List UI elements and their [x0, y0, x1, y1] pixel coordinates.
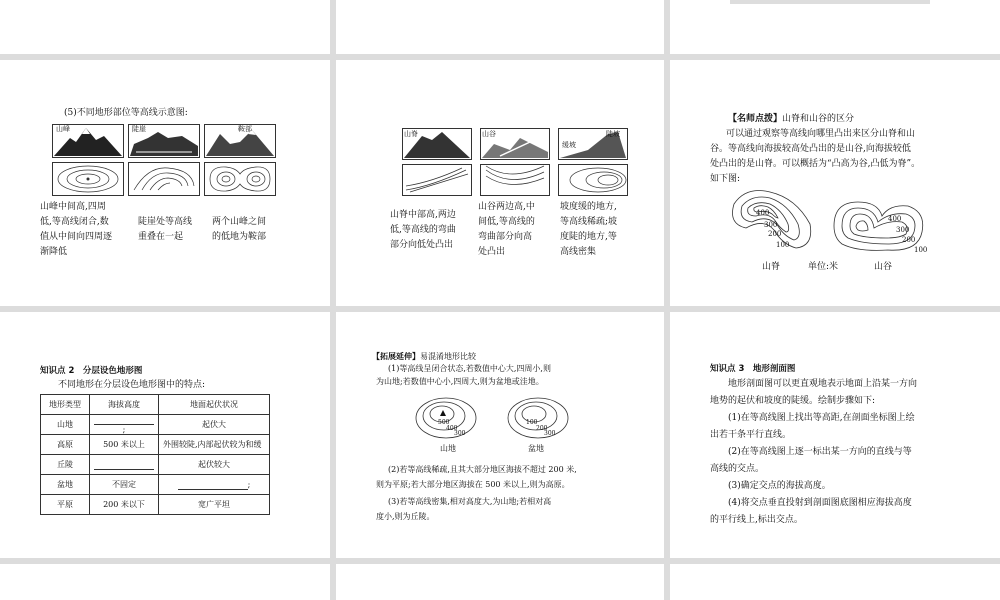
- caption-line: 陡崖处等高线: [138, 217, 193, 227]
- paragraph-line: 地形剖面图可以更直观地表示地面上沿某一方向: [728, 379, 918, 389]
- cell-relief: 起伏大: [159, 415, 270, 435]
- slide-bottom-left: [0, 564, 330, 600]
- caption-cliff: [138, 215, 208, 245]
- knowledge-point-title: 知识点 2 分层设色地形图: [40, 366, 143, 376]
- slide-teacher-tip: [670, 60, 1000, 306]
- table-header: 海拔高度: [90, 395, 159, 415]
- slide-layered-map: [0, 312, 330, 558]
- table-header: 地形类型: [41, 395, 90, 415]
- cell-relief: 起伏较大: [159, 455, 270, 475]
- contour-value: 100: [776, 241, 790, 249]
- cell-relief-blank: [159, 475, 270, 495]
- paragraph-line: (4)将交点垂直投射到剖面图底图相应海拔高度: [728, 498, 912, 508]
- caption-line: 两个山峰之间: [212, 217, 267, 227]
- contour-value: 400: [888, 215, 902, 223]
- photo-label: 山谷: [482, 130, 496, 138]
- paragraph-line: (1)等高线呈闭合状态,若数值中心大,四周小,则: [388, 364, 551, 373]
- tip-tag: 【名师点拨】: [728, 114, 783, 124]
- slide-terrain-types: [0, 60, 330, 306]
- paragraph-line: 高线的交点。: [710, 464, 765, 474]
- cell-type: 平原: [41, 495, 90, 515]
- paragraph-line: 则为平原;若大部分地区海拔在 500 米以上,则为高原。: [376, 480, 570, 489]
- caption-line: 山谷两边高,中: [478, 202, 535, 212]
- table-row: [41, 415, 270, 435]
- caption-line: 弯曲部分向高: [478, 232, 533, 242]
- contour-value: 300: [764, 221, 778, 229]
- caption-line: 度陡的地方,等: [560, 232, 617, 242]
- blank-punct: ;: [247, 479, 251, 489]
- cell-altitude-blank: [90, 415, 159, 435]
- valley-contour-diagram: [828, 196, 928, 256]
- slope-contour-map: [558, 164, 628, 196]
- tip-body: [710, 127, 1000, 187]
- table-row: [41, 495, 270, 515]
- contour-value: 200: [536, 425, 548, 432]
- paragraph-line: 出若干条平行直线。: [710, 430, 792, 440]
- figure-label-ridge: 山脊: [762, 262, 781, 272]
- photo-label: 山峰: [56, 125, 70, 133]
- valley-contour-map: [480, 164, 550, 196]
- section-heading: (5)不同地形部位等高线示意图:: [64, 108, 188, 118]
- extension-tag: 【拓展延伸】: [372, 352, 420, 361]
- contour-value: 200: [902, 236, 916, 244]
- contour-value: 300: [896, 226, 910, 234]
- slide-bottom-right: [670, 564, 1000, 600]
- knowledge-point-title: 知识点 3 地形剖面图: [710, 364, 796, 374]
- slide-profile: [670, 312, 1000, 558]
- ridge-contour-map: [402, 164, 472, 196]
- tip-line: 处凸出的是山脊。可以概括为“凸高为谷,凸低为脊”。: [710, 159, 921, 169]
- cell-relief: 外围较陡,内部起伏较为和缓: [159, 435, 270, 455]
- paragraph-line: (2)若等高线稀疏,且其大部分地区海拔不超过 200 米,: [388, 465, 577, 474]
- contour-value: 400: [756, 209, 770, 217]
- cell-altitude: 200 米以下: [90, 495, 159, 515]
- figure-label-mountain: 山地: [440, 444, 456, 453]
- caption-line: 间低,等高线的: [478, 217, 535, 227]
- caption-saddle: [212, 215, 282, 245]
- tip-line: 如下图:: [710, 174, 741, 184]
- extension-p3: [376, 494, 656, 524]
- saddle-contour-map: [204, 162, 276, 196]
- caption-line: 低,等高线的弯曲: [390, 225, 456, 235]
- caption-valley: [478, 200, 554, 260]
- photo-label: 陡崖: [132, 125, 146, 133]
- figure-unit-label: 单位:米: [808, 262, 839, 272]
- paragraph-line: (2)在等高线图上逐一标出某一方向的直线与等: [728, 447, 912, 457]
- figure-label-valley: 山谷: [874, 262, 893, 272]
- caption-line: 值从中间向四周逐: [40, 232, 113, 242]
- tip-line: 谷。等高线向海拔较高处凸出的是山谷,向海拔较低: [710, 144, 911, 154]
- contour-value: 200: [768, 230, 782, 238]
- paragraph-line: 地势的起伏和坡度的陡缓。绘制步骤如下:: [710, 396, 876, 406]
- table-row: [41, 435, 270, 455]
- caption-line: 坡度缓的地方,: [560, 202, 617, 212]
- intro-text: 不同地形在分层设色地形图中的特点:: [58, 380, 206, 390]
- cell-type: 山地: [41, 415, 90, 435]
- cliff-contour-map: [128, 162, 200, 196]
- peak-contour-map: [52, 162, 124, 196]
- cell-relief: 宽广平坦: [159, 495, 270, 515]
- caption-slope: [560, 200, 640, 260]
- photo-label: 山脊: [404, 130, 418, 138]
- table-header: 地面起伏状况: [159, 395, 270, 415]
- cell-type: 盆地: [41, 475, 90, 495]
- fill-blank: [178, 480, 248, 490]
- tip-heading: [728, 112, 854, 126]
- figure-label-basin: 盆地: [528, 444, 544, 453]
- contour-value: 100: [526, 419, 538, 426]
- slide-top-middle: [336, 0, 664, 54]
- caption-line: 山峰中间高,四周: [40, 202, 106, 212]
- photo-label: 陡坡: [606, 130, 620, 138]
- paragraph-line: (1)在等高线图上找出等高距,在剖面坐标图上绘: [728, 413, 915, 423]
- table-row: [41, 475, 270, 495]
- extension-p1: [376, 362, 646, 388]
- table-row: [41, 455, 270, 475]
- cell-type: 高原: [41, 435, 90, 455]
- cell-altitude: 不固定: [90, 475, 159, 495]
- photo-label: 鞍部: [238, 125, 252, 133]
- caption-line: 等高线稀疏;坡: [560, 217, 618, 227]
- terrain-table: [40, 394, 270, 515]
- paragraph-line: 度小,则为丘陵。: [376, 512, 435, 521]
- contour-value: 300: [544, 430, 556, 437]
- caption-line: 高线密集: [560, 247, 597, 257]
- table-header-row: [41, 395, 270, 415]
- tip-line: 可以通过观察等高线向哪里凸出来区分山脊和山: [726, 129, 916, 139]
- slide-extension: [336, 312, 664, 558]
- blank-punct: ;: [122, 425, 126, 434]
- caption-line: 重叠在一起: [138, 232, 184, 242]
- caption-line: 低,等高线闭合,数: [40, 217, 109, 227]
- slide-top-right: [670, 0, 1000, 54]
- extension-p2: [376, 462, 656, 492]
- caption-line: 渐降低: [40, 247, 68, 257]
- contour-value: 100: [914, 246, 928, 254]
- paragraph-line: (3)确定交点的海拔高度。: [728, 481, 831, 491]
- caption-ridge: [390, 208, 474, 253]
- cropped-text-fragment: [730, 0, 930, 4]
- extension-title: 易混淆地形比较: [420, 352, 476, 361]
- tip-title: 山脊和山谷的区分: [782, 114, 855, 124]
- contour-value: 300: [454, 430, 466, 437]
- contour-value: 400: [446, 425, 458, 432]
- cell-type: 丘陵: [41, 455, 90, 475]
- slide-top-left: [0, 0, 330, 54]
- cell-altitude: 500 米以上: [90, 435, 159, 455]
- slide-bottom-middle: [336, 564, 664, 600]
- paragraph-line: (3)若等高线密集,相对高度大,为山地;若相对高: [388, 497, 552, 506]
- caption-peak: [40, 200, 130, 260]
- photo-label: 缓坡: [562, 141, 576, 149]
- contour-value: 500: [438, 419, 450, 426]
- caption-line: 的低地为鞍部: [212, 232, 267, 242]
- paragraph-line: 的平行线上,标出交点。: [710, 515, 803, 525]
- caption-line: 部分向低处凸出: [390, 240, 454, 250]
- cell-altitude-blank: [90, 455, 159, 475]
- fill-blank: [94, 460, 154, 470]
- fill-blank: [94, 415, 154, 425]
- caption-line: 处凸出: [478, 247, 506, 257]
- slide-ridge-valley: [336, 60, 664, 306]
- profile-body: [710, 376, 990, 529]
- caption-line: 山脊中部高,两边: [390, 210, 456, 220]
- paragraph-line: 为山地;若数值中心小,四周大,则为盆地或洼地。: [376, 377, 544, 386]
